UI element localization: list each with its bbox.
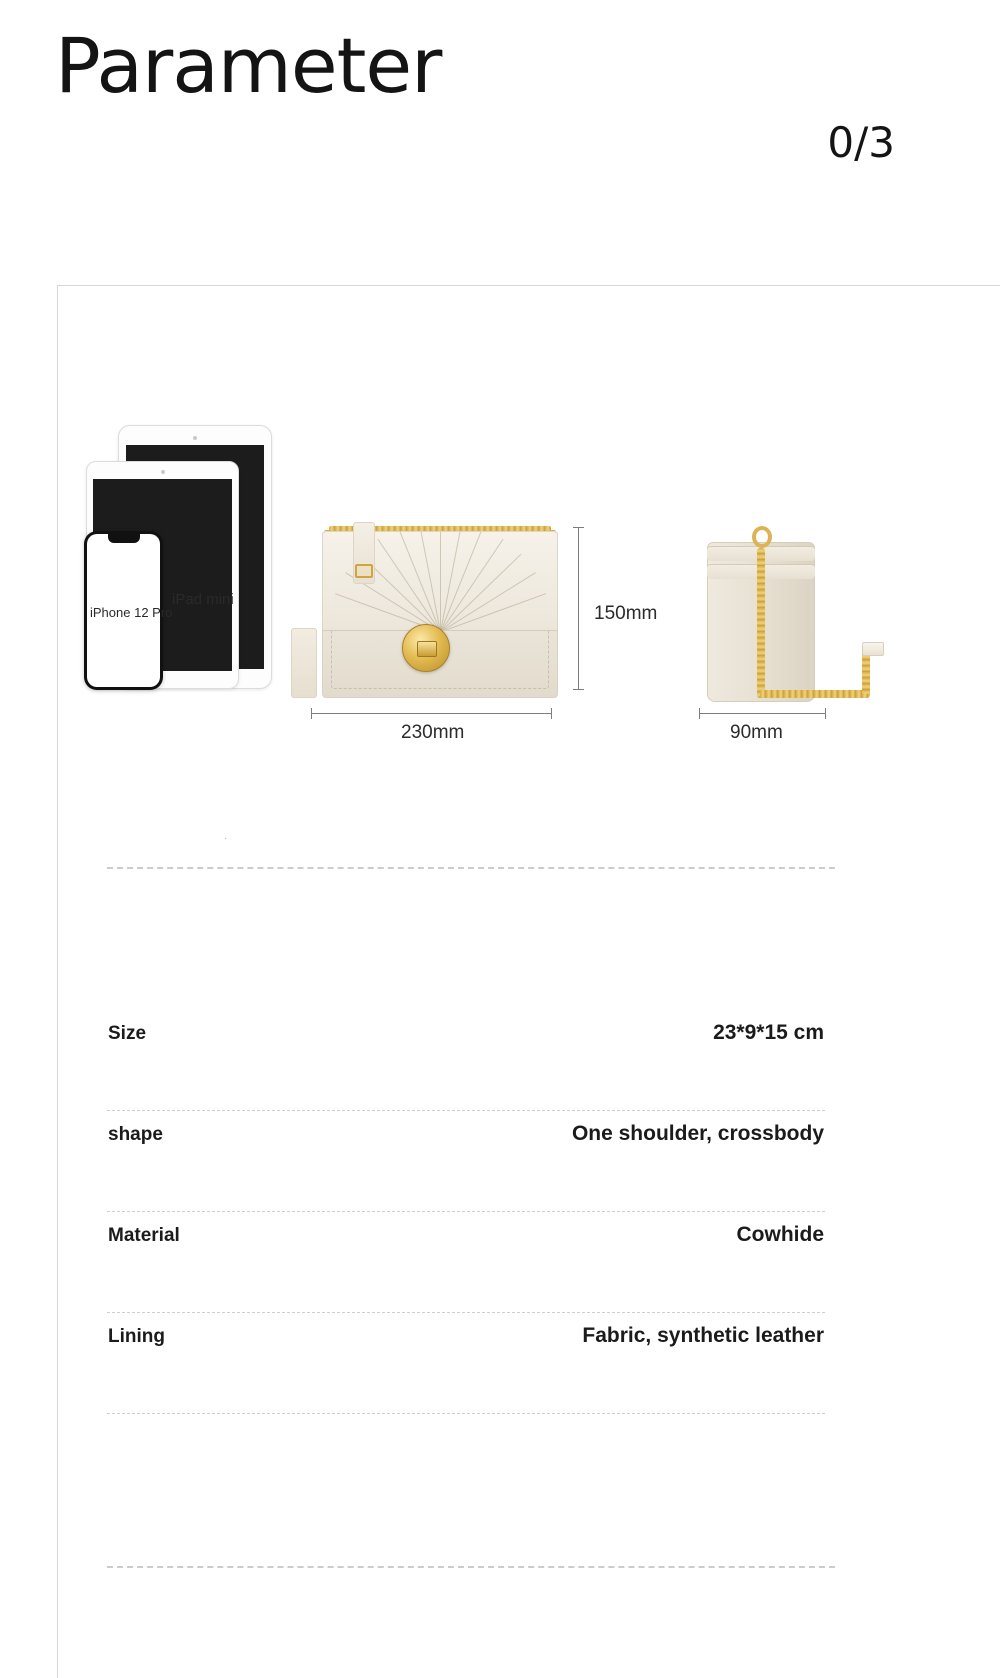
table-row — [107, 1010, 825, 1111]
dimension-label-depth: 90mm — [730, 722, 783, 743]
iphone-label: iPhone 12 Pro — [90, 605, 173, 620]
ipad-mini-label: iPad mini — [172, 591, 234, 608]
table-row — [107, 1313, 825, 1414]
flap-ray — [440, 531, 441, 631]
device-size-comparison — [84, 425, 284, 700]
spec-key: shape — [108, 1124, 163, 1145]
bag-side-clip — [862, 642, 884, 656]
bag-front-turnlock-clasp — [402, 624, 450, 672]
iphone-notch — [108, 534, 140, 543]
divider-bottom — [107, 1566, 835, 1568]
spec-table — [107, 1010, 825, 1414]
dimension-line-height — [578, 527, 579, 690]
bag-side-ring — [752, 526, 772, 548]
spec-value: One shoulder, crossbody — [571, 1122, 824, 1145]
dimension-line-depth — [699, 713, 826, 714]
dimension-label-height: 150mm — [594, 603, 658, 624]
bag-front-buckle — [355, 564, 373, 578]
bag-side-chain-bottom — [760, 690, 870, 698]
ipad-camera-icon — [193, 436, 197, 440]
dimension-line-width — [311, 713, 552, 714]
bag-front-view-illustration — [291, 512, 559, 702]
table-row — [107, 1111, 825, 1212]
spec-key: Lining — [108, 1326, 165, 1347]
bag-side-view-illustration — [700, 512, 890, 707]
bag-front-side-tab — [291, 628, 317, 698]
dimension-label-width: 230mm — [401, 722, 465, 743]
spec-value: Cowhide — [736, 1223, 824, 1246]
flap-ray — [440, 531, 483, 631]
table-row — [107, 1212, 825, 1313]
page-title: Parameter — [55, 21, 442, 110]
bag-side-chain-vertical — [757, 548, 765, 698]
ipad-mini-camera-icon — [161, 470, 165, 474]
spec-value: 23*9*15 cm — [713, 1021, 824, 1044]
spec-value: Fabric, synthetic leather — [582, 1324, 824, 1347]
spec-key: Size — [108, 1023, 147, 1044]
page-counter: 0/3 — [827, 118, 895, 167]
decorative-dot: . — [224, 828, 228, 842]
divider-top — [107, 867, 835, 869]
spec-key: Material — [108, 1225, 180, 1246]
